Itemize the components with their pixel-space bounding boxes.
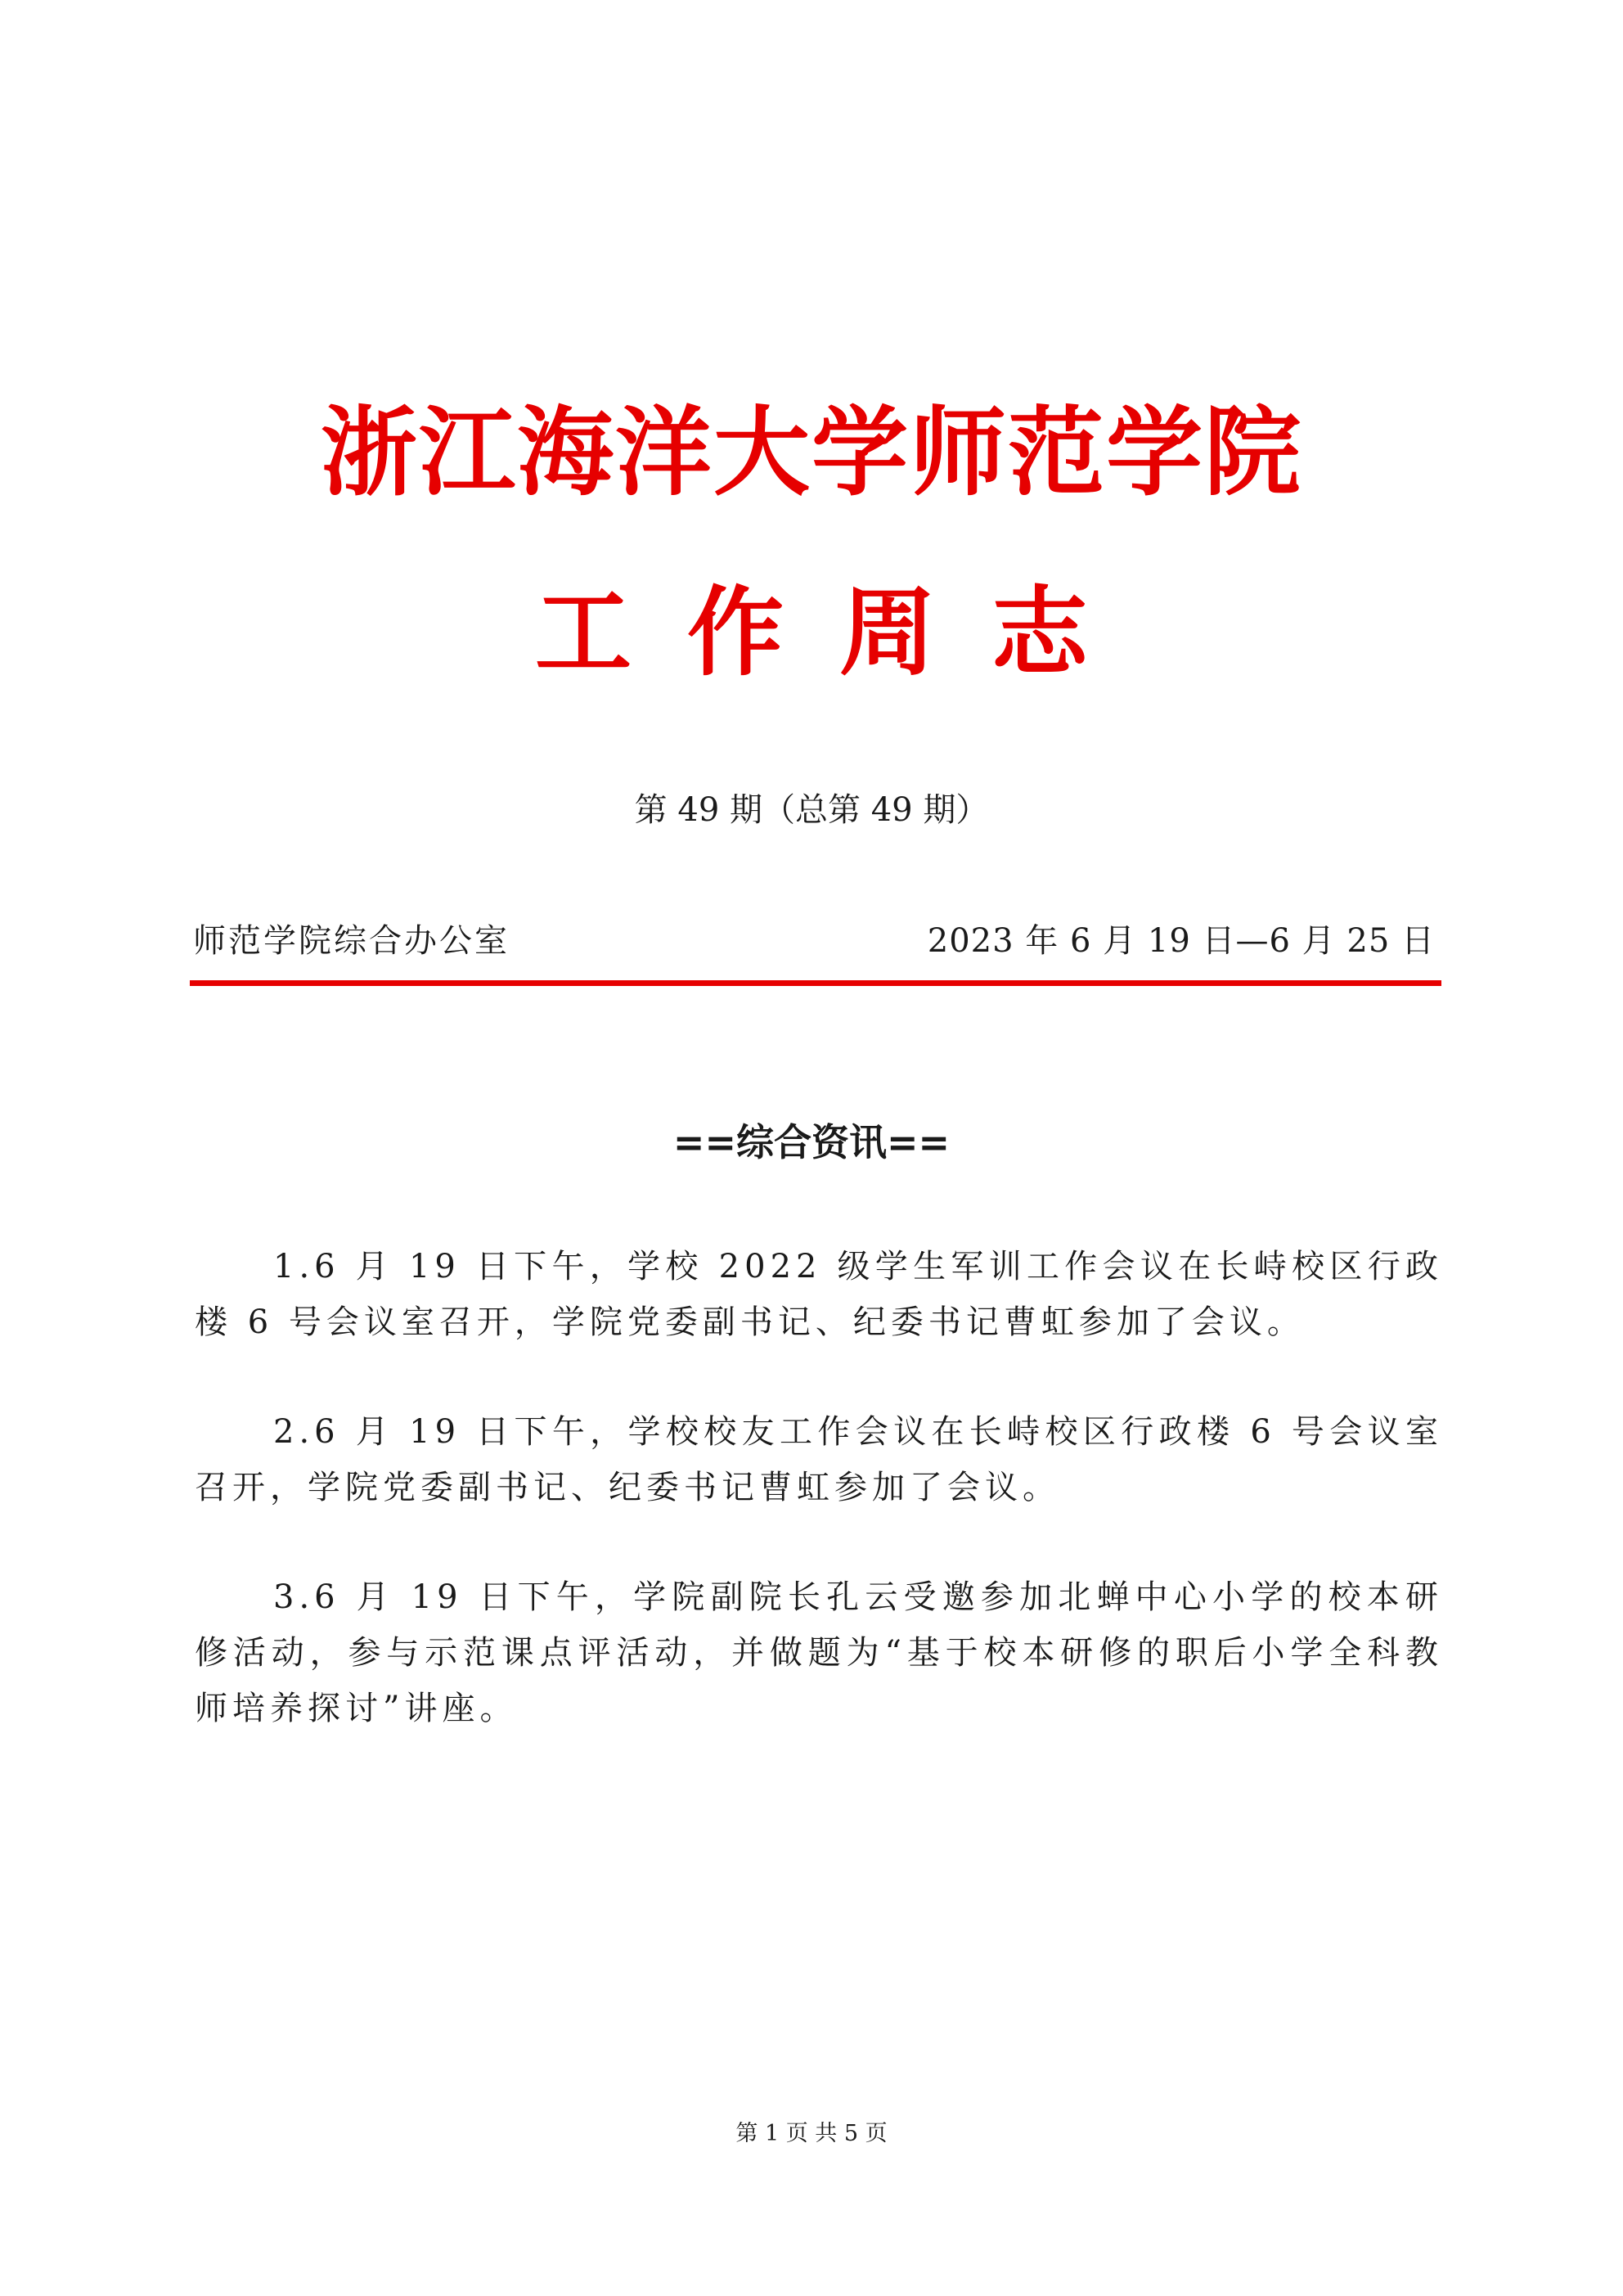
- meta-row: [193, 916, 1435, 966]
- news-list: [195, 1239, 1443, 1790]
- org-title: 浙江海洋大学师范学院: [320, 395, 1302, 509]
- date-range: 2023 年 6 月 19 日—6 月 25 日: [927, 922, 1435, 960]
- news-item: 3.6 月 19 日下午，学院副院长孔云受邀参加北蝉中心小学的校本研修活动，参与示范课点评活动，并做题为“基于校本研修的职后小学全科教师培养探讨”讲座。: [195, 1578, 1443, 1727]
- doc-title: [0, 571, 1623, 694]
- doc-title-char: 工: [534, 576, 632, 689]
- news-item: 2.6 月 19 日下午，学校校友工作会议在长峙校区行政楼 6 号会议室召开，学院党委副书记、纪委书记曹虹参加了会议。: [195, 1413, 1443, 1506]
- news-item: 1.6 月 19 日下午，学校 2022 级学生军训工作会议在长峙校区行政楼 6 号会议室召开，学院党委副书记、纪委书记曹虹参加了会议。: [195, 1248, 1443, 1341]
- issue-number: 第 49 期（总第 49 期）: [634, 791, 989, 829]
- office-name: 师范学院综合办公室: [193, 922, 510, 960]
- page-footer: 第 1 页 共 5 页: [735, 2121, 888, 2146]
- section-heading: ==综合资讯==: [672, 1120, 951, 1164]
- doc-title-char: 作: [686, 576, 784, 689]
- doc-title-char: 志: [991, 576, 1089, 689]
- header-divider: [190, 980, 1441, 986]
- doc-title-char: 周: [839, 576, 937, 689]
